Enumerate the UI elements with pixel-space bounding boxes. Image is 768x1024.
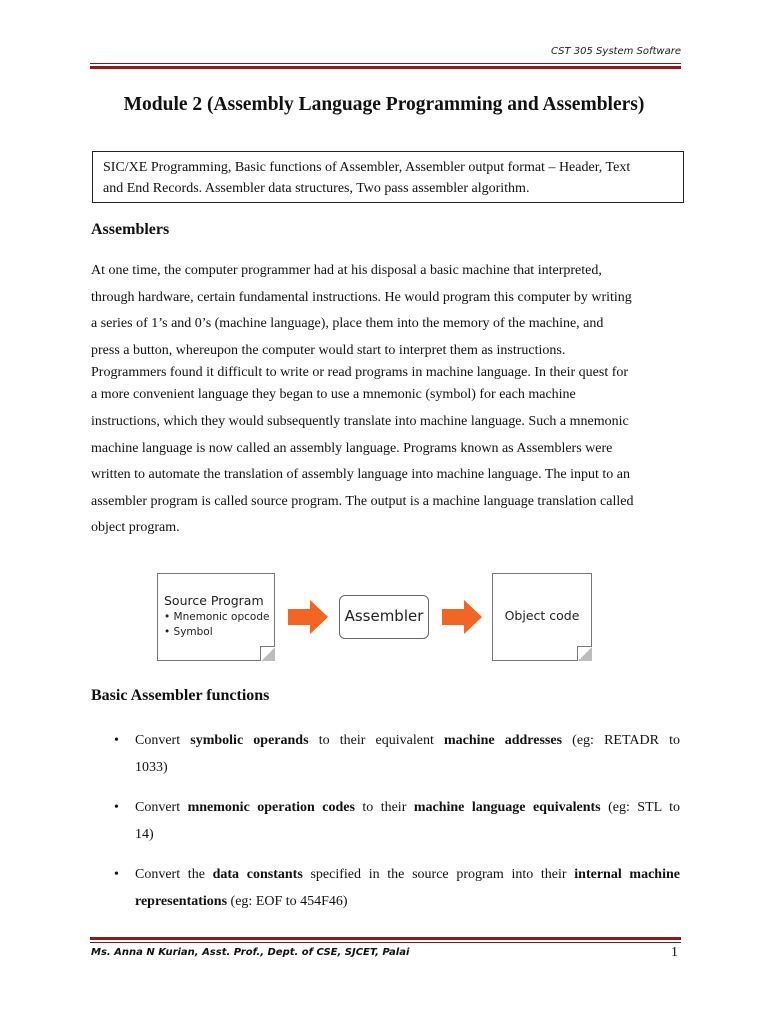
assembler-flow-diagram	[155, 571, 595, 665]
bullet-icon: •	[114, 733, 119, 748]
module-topics-box	[92, 151, 684, 203]
source-program-title: Source Program	[164, 593, 264, 608]
header-rule-thick	[90, 66, 681, 69]
text-run: to their equivalent	[308, 733, 445, 748]
page-fold-icon	[577, 646, 592, 661]
arrow-right-icon	[442, 600, 482, 634]
section-heading-basic-functions: Basic Assembler functions	[91, 687, 270, 704]
bold-term: representations	[135, 893, 228, 909]
bold-term: machine language equivalents	[413, 800, 601, 815]
paragraph-line: assembler program is called source program. The output is a machine language translation called	[91, 493, 634, 509]
paragraph-line: instructions, which they would subsequently translate into machine language. Such a mnemonic	[91, 413, 629, 429]
paragraph-line: machine language is now called an assembly language. Programs known as Assemblers were	[91, 440, 613, 456]
list-item-text	[135, 728, 680, 781]
paragraph-line: press a button, whereupon the computer would start to interpret them as instructions.	[91, 342, 566, 358]
paragraph-line: At one time, the computer programmer had at his disposal a basic machine that interpreted,	[91, 263, 602, 278]
page-title: Module 2 (Assembly Language Programming and Assemblers)	[123, 94, 645, 115]
bold-term: symbolic operands	[190, 733, 309, 748]
arrow-right-icon	[288, 600, 328, 634]
bold-term: internal machine	[574, 867, 680, 882]
assembler-label: Assembler	[344, 607, 424, 625]
rich-line	[135, 728, 680, 755]
page-fold-icon	[260, 646, 275, 661]
list-item-tail: (eg: EOF to 454F46)	[227, 893, 348, 909]
bold-term: data constants	[212, 867, 303, 882]
source-item-symbol: • Symbol	[164, 626, 213, 638]
list-item-text	[135, 795, 680, 848]
header-rule-thin	[90, 63, 681, 64]
topics-line-1: SIC/XE Programming, Basic functions of Assembler, Assembler output format – Header, Text	[103, 160, 631, 175]
text-run: to their	[354, 800, 414, 815]
list-item-text	[135, 862, 680, 915]
paragraph-line: written to automate the translation of assembly language into machine language. The input to an	[91, 467, 630, 483]
paragraph-line: Programmers found it difficult to write or read programs in machine language. In their quest for	[91, 365, 629, 381]
text-run: (eg: RETADR to	[562, 733, 681, 748]
rich-line	[135, 862, 680, 889]
topics-line-2: and End Records. Assembler data structures, Two pass assembler algorithm.	[103, 181, 530, 196]
list-item-continuation: 14)	[135, 826, 154, 842]
paragraph-intro	[91, 258, 678, 542]
list-item-continuation: 1033)	[135, 759, 168, 775]
section-heading-assemblers: Assemblers	[91, 221, 170, 238]
footer-rule-thin	[90, 942, 681, 943]
footer-rule-thick	[90, 937, 681, 940]
text-run: (eg: STL to	[600, 800, 681, 815]
assembler-box	[339, 595, 429, 639]
text-run: Convert	[135, 733, 191, 748]
bold-term: machine addresses	[444, 733, 563, 748]
footer-author: Ms. Anna N Kurian, Asst. Prof., Dept. of CSE, SJCET, Palai	[91, 947, 410, 958]
source-item-mnemonic: • Mnemonic opcode	[164, 611, 270, 623]
course-header: CST 305 System Software	[550, 46, 681, 57]
list-item-continuation	[135, 889, 680, 916]
bullet-icon: •	[114, 867, 119, 882]
paragraph-line: a more convenient language they began to use a mnemonic (symbol) for each machine	[91, 387, 576, 403]
bold-term: mnemonic operation codes	[187, 800, 355, 815]
object-code-document	[492, 573, 592, 661]
paragraph-line: object program.	[91, 520, 180, 536]
rich-line	[135, 795, 680, 822]
object-code-label: Object code	[504, 608, 580, 623]
paragraph-line: a series of 1’s and 0’s (machine language), place them into the memory of the machine, and	[91, 316, 604, 332]
page-number: 1	[671, 945, 678, 960]
text-run: Convert the	[135, 867, 213, 882]
text-run: specified in the source program into their	[302, 867, 575, 882]
text-run: Convert	[135, 800, 188, 815]
paragraph-line: through hardware, certain fundamental instructions. He would program this computer by writing	[91, 289, 632, 305]
source-program-document	[157, 573, 275, 661]
bullet-icon: •	[114, 800, 119, 815]
